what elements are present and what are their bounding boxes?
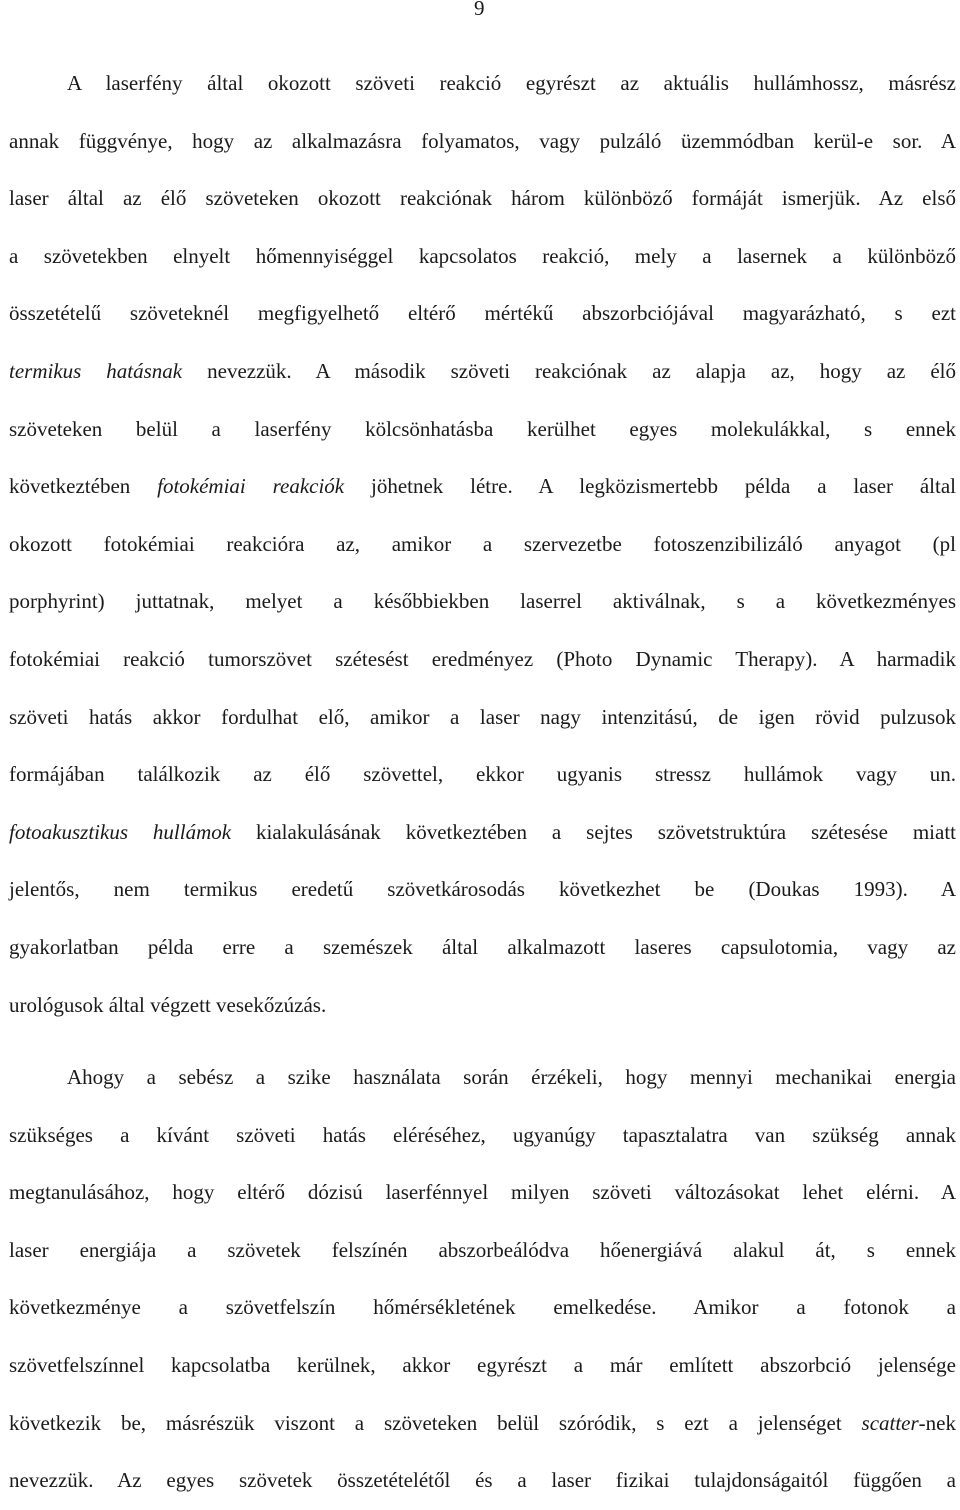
text-line: laser által az élő szöveteken okozott reakciónak három különböző formáját ismerjük. Az első: [9, 186, 956, 211]
text-line: szükséges a kívánt szöveti hatás eléréséhez, ugyanúgy tapasztalatra van szükség annak: [9, 1122, 956, 1147]
italic-term-thermal-effect: termikus hatásnak: [9, 358, 183, 383]
italic-term-scatter: scatter: [861, 1410, 919, 1435]
italic-term-photoacoustic: fotoakusztikus hullámok: [9, 819, 232, 844]
paragraph-laser-energy-absorption: [9, 1049, 956, 1510]
text-line: fotoakusztikus hullámok kialakulásának következtében a sejtes szövetstruktúra szétesése miatt: [9, 819, 956, 844]
page-number: 9: [474, 0, 485, 20]
paragraph-laser-tissue-reactions: [9, 55, 956, 1034]
text-line: következménye a szövetfelszín hőmérsékletének emelkedése. Amikor a fotonok a: [9, 1295, 956, 1320]
text-line: szöveteken belül a laserfény kölcsönhatásba kerülhet egyes molekulákkal, s ennek: [9, 416, 956, 441]
text-line: termikus hatásnak nevezzük. A második szöveti reakciónak az alapja az, hogy az élő: [9, 358, 956, 383]
text-line: következtében fotokémiai reakciók jöhetnek létre. A legközismertebb példa a laser által: [9, 474, 956, 499]
italic-term-photochemical: fotokémiai reakciók: [157, 474, 345, 499]
text-line: laser energiája a szövetek felszínén abszorbeálódva hőenergiává alakul át, s ennek: [9, 1237, 956, 1262]
text-line: megtanulásához, hogy eltérő dózisú laserfénnyel milyen szöveti változásokat lehet elérni. A: [9, 1180, 956, 1205]
text-line: urológusok által végzett vesekőzúzás.: [9, 992, 327, 1017]
text-line: összetételű szöveteknél megfigyelhető eltérő mértékű abszorbciójával magyarázható, s ezt: [9, 301, 956, 326]
text-line: szöveti hatás akkor fordulhat elő, amikor a laser nagy intenzitású, de igen rövid pulzusok: [9, 704, 956, 729]
text-line: jelentős, nem termikus eredetű szövetkárosodás következhet be (Doukas 1993). A: [9, 877, 956, 902]
text-line: porphyrint) juttatnak, melyet a későbbiekben laserrel aktiválnak, s a következményes: [9, 589, 956, 614]
text-line: a szövetekben elnyelt hőmennyiséggel kapcsolatos reakció, mely a lasernek a különböző: [9, 243, 956, 268]
text-line: Ahogy a sebész a szike használata során érzékeli, hogy mennyi mechanikai energia: [67, 1065, 956, 1089]
text-line: fotokémiai reakció tumorszövet szétesést eredményez (Photo Dynamic Therapy). A harmadik: [9, 646, 956, 671]
text-line: nevezzük. Az egyes szövetek összetételétől és a laser fizikai tulajdonságaitól függően a: [9, 1468, 956, 1493]
text-line: következik be, másrészük viszont a szöveteken belül szóródik, s ezt a jelenséget scatter-nek: [9, 1410, 956, 1435]
text-line: A laserfény által okozott szöveti reakció egyrészt az aktuális hullámhossz, másrész: [67, 71, 956, 95]
text-line: okozott fotokémiai reakcióra az, amikor a szervezetbe fotoszenzibilizáló anyagot (pl: [9, 531, 956, 556]
text-line: gyakorlatban példa erre a szemészek által alkalmazott laseres capsulotomia, vagy az: [9, 934, 956, 959]
text-line: formájában találkozik az élő szövettel, ekkor ugyanis stressz hullámok vagy un.: [9, 762, 956, 787]
text-line: szövetfelszínnel kapcsolatba kerülnek, akkor egyrészt a már említett abszorbció jelensége: [9, 1352, 956, 1377]
text-line: annak függvénye, hogy az alkalmazásra folyamatos, vagy pulzáló üzemmódban kerül-e sor. A: [9, 128, 956, 153]
